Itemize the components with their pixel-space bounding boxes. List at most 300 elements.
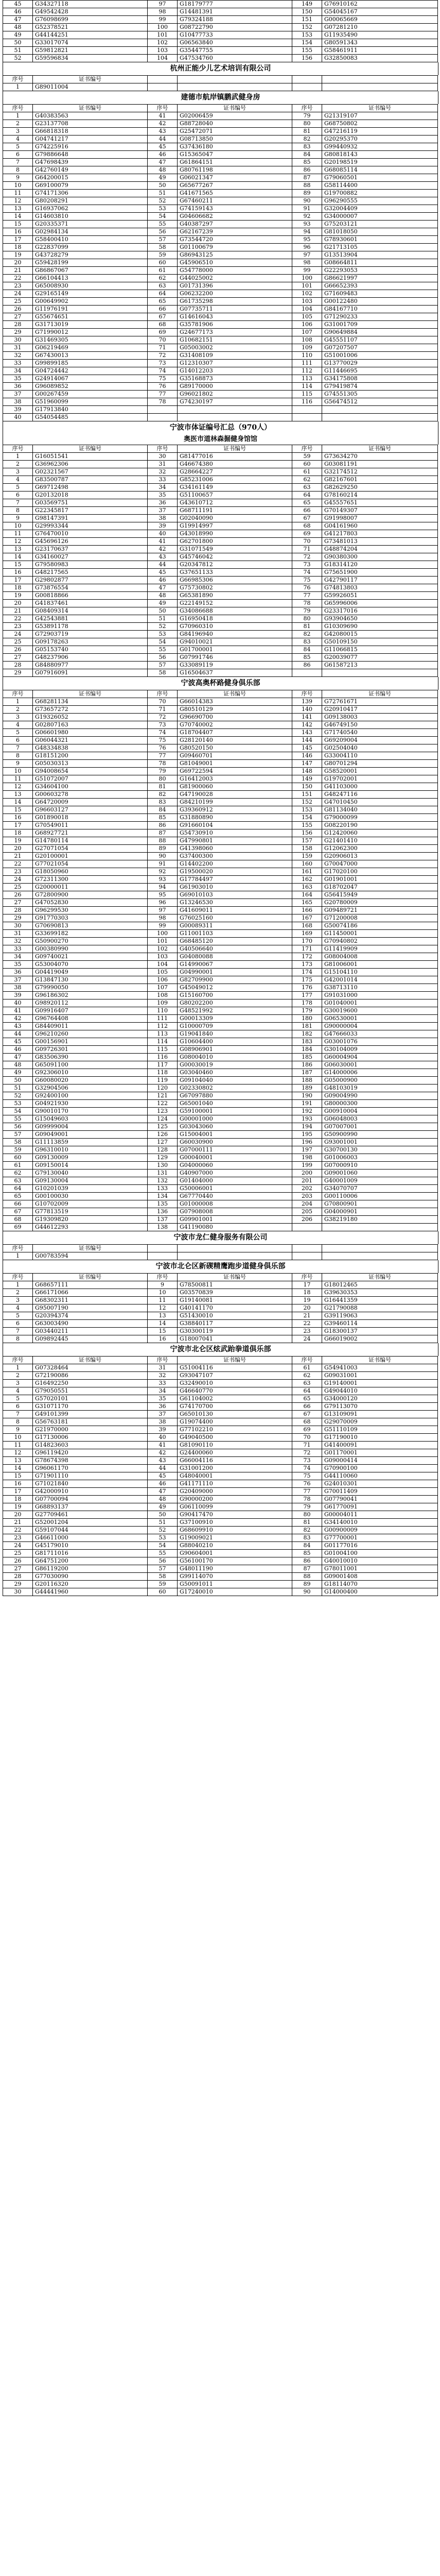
certificate-number: G14990067 [178,961,292,969]
table-row [3,16,438,24]
certificate-number: G44025002 [178,275,292,282]
certificate-number: G00783594 [33,1252,148,1260]
row-seq: 59 [292,453,322,461]
table-row [3,1208,438,1216]
certificate-number: G42543881 [33,615,148,623]
row-seq: 185 [292,1054,322,1061]
row-seq: 15 [3,806,33,814]
certificate-number: G07991746 [178,654,292,662]
certificate-number: G77102210 [178,1426,292,1434]
row-seq: 22 [3,615,33,623]
row-seq: 6 [3,1320,33,1328]
row-seq: 54 [148,638,178,646]
row-seq: 15 [3,1472,33,1480]
row-seq: 95 [292,236,322,244]
row-seq: 25 [3,884,33,891]
row-seq: 49 [148,600,178,607]
certificate-number: G79130040 [33,1170,148,1177]
certificate-number: G02504040 [322,744,438,752]
header-cert: 证书编号 [33,1274,148,1281]
row-seq: 63 [292,1380,322,1387]
table-row [3,1030,438,1038]
certificate-number: G16937062 [33,205,148,213]
section-title: 宁波高奥杯路健身俱乐部 [3,677,438,690]
row-seq: 169 [292,930,322,938]
certificate-number: G50900990 [322,1131,438,1139]
table-row [3,128,438,135]
certificate-number: G20394374 [33,1312,148,1320]
certificate-number: G74551305 [322,391,438,398]
certificate-number: G69722594 [178,768,292,775]
row-seq: 72 [292,1449,322,1457]
row-seq: 58 [3,1139,33,1146]
row-seq: 165 [292,899,322,907]
row-seq: 51 [3,47,33,55]
certificate-number: G15004001 [178,1131,292,1139]
row-seq: 40 [3,999,33,1007]
row-seq: 45 [148,569,178,577]
table-row [3,530,438,538]
row-seq: 54 [148,213,178,221]
table-row [3,182,438,190]
certificate-number: G04000901 [322,1208,438,1216]
certificate-number: G69209004 [322,737,438,744]
certificate-number: G47052830 [33,899,148,907]
table-row [3,615,438,623]
row-seq: 16 [3,569,33,577]
table-row [3,791,438,799]
table-row [3,1061,438,1069]
certificate-number: G30300119 [178,1328,292,1335]
certificate-number: G17913840 [33,406,148,414]
row-seq: 67 [3,1208,33,1216]
table-row [3,953,438,961]
table-row [3,1380,438,1387]
header-seq: 序号 [148,690,178,698]
certificate-number: G06048003 [322,1115,438,1123]
certificate-number: G89170000 [178,383,292,391]
table-row [3,1442,438,1449]
row-seq: 90 [148,853,178,860]
certificate-number [322,83,438,91]
row-seq: 52 [148,197,178,205]
certificate-number: G86943125 [178,251,292,259]
row-seq: 168 [292,922,322,930]
row-seq: 98 [148,914,178,922]
certificate-number: G68281134 [33,698,148,706]
row-seq: 82 [148,791,178,799]
certificate-number: G17130006 [33,1434,148,1442]
row-seq: 206 [292,1216,322,1224]
certificate-number: G46611000 [33,1534,148,1542]
table-row [3,344,438,352]
certificate-number: G70800901 [322,1200,438,1208]
certificate-number: G15049603 [33,1115,148,1123]
table-row [3,24,438,31]
table-row [3,914,438,922]
row-seq: 47 [3,1054,33,1061]
certificate-number [178,83,292,91]
certificate-number: G01006003 [322,1154,438,1162]
certificate-number: G09138003 [322,714,438,721]
certificate-number: G36962306 [33,461,148,468]
table-row [3,329,438,336]
certificate-number: G18704407 [178,729,292,737]
row-seq [292,406,322,414]
header-seq: 序号 [3,105,33,112]
certificate-number: G19140081 [178,1297,292,1304]
row-seq: 37 [148,507,178,515]
row-seq: 56 [148,654,178,662]
table-row [3,1162,438,1170]
certificate-number: G13246530 [178,899,292,907]
certificate-number: G06601980 [33,729,148,737]
row-seq: 14 [3,213,33,221]
table-row [3,1170,438,1177]
header-cert [322,1245,438,1252]
certificate-number: G86119200 [33,1565,148,1573]
row-seq: 22 [292,1320,322,1328]
row-seq: 50 [3,1077,33,1084]
table-row [3,1154,438,1162]
certificate-number: G35168873 [178,375,292,383]
certificate-number: G90604001 [178,1550,292,1557]
certificate-number: G90380300 [322,553,438,561]
row-seq: 72 [292,553,322,561]
row-seq: 6 [3,737,33,744]
certificate-number: G09901001 [178,1216,292,1224]
row-seq: 181 [292,1023,322,1030]
certificate-number: G14616043 [178,313,292,321]
table-row [3,1565,438,1573]
row-seq: 80 [292,120,322,128]
certificate-number: G68657111 [33,1281,148,1289]
certificate-number: G81049001 [178,760,292,768]
certificate-number: G45746042 [178,553,292,561]
row-seq: 176 [292,984,322,992]
row-seq: 13 [3,791,33,799]
row-seq: 56 [148,1557,178,1565]
certificate-number: G96089852 [33,383,148,391]
certificate-number: G08713850 [178,135,292,143]
certificate-number: G21970000 [33,1426,148,1434]
certificate-number: G09892445 [33,1335,148,1343]
row-seq: 55 [148,221,178,228]
certificate-number: G03081191 [322,461,438,468]
row-seq: 204 [292,1200,322,1208]
certificate-number: G99899185 [33,360,148,367]
certificate-number: G09004990 [322,1092,438,1100]
row-seq: 34 [3,367,33,375]
certificate-number: G70960310 [178,623,292,631]
row-seq: 40 [148,530,178,538]
certificate-number: G72190086 [33,1372,148,1380]
row-seq: 86 [292,166,322,174]
table-row [3,1550,438,1557]
certificate-number: G66019002 [322,1335,438,1343]
certificate-number: G79886648 [33,151,148,159]
certificate-number: G72311300 [33,876,148,884]
row-seq: 53 [148,631,178,638]
certificate-number: G85231006 [178,476,292,484]
row-seq: 108 [148,992,178,999]
section-title: 建德市航岸镇鹏武健身房 [3,91,438,104]
certificate-number: G41171110 [178,1480,292,1488]
certificate-number: G54045167 [322,8,438,16]
row-seq: 4 [3,135,33,143]
certificate-number: G65677267 [178,182,292,190]
row-seq: 188 [292,1077,322,1084]
row-seq: 105 [292,313,322,321]
certificate-number: G78500811 [178,1281,292,1289]
certificate-number: G55674651 [33,313,148,321]
row-seq: 111 [292,360,322,367]
certificate-number: G00004011 [322,1511,438,1519]
certificate-number: G48237906 [33,654,148,662]
table-row [3,553,438,561]
certificate-number: G68485120 [178,938,292,945]
certificate-number: G20039077 [322,654,438,662]
certificate-number: G66004116 [178,1457,292,1465]
certificate-number: G34161149 [178,484,292,492]
row-seq: 43 [148,553,178,561]
table-row [3,414,438,421]
row-seq: 54 [3,1108,33,1115]
row-seq [292,669,322,677]
certificate-number: G41671565 [178,190,292,197]
certificate-number: G19700882 [322,190,438,197]
table-row [3,1557,438,1565]
row-seq: 164 [292,891,322,899]
table-row [3,1139,438,1146]
header-seq: 序号 [3,1274,33,1281]
row-seq: 97 [292,251,322,259]
table-row [3,1289,438,1297]
certificate-number: G08722790 [178,24,292,31]
row-seq: 49 [148,174,178,182]
certificate-number: G47216119 [322,128,438,135]
row-seq: 174 [292,969,322,976]
row-seq: 68 [292,1418,322,1426]
row-seq: 37 [148,1411,178,1418]
row-seq: 90 [292,1588,322,1596]
certificate-number: G58114400 [322,182,438,190]
row-seq: 150 [292,8,322,16]
certificate-number: G04419049 [33,969,148,976]
certificate-number: G25472071 [178,128,292,135]
certificate-number: G91998007 [322,515,438,522]
table-header-row [3,445,438,453]
row-seq: 88 [148,837,178,845]
row-seq: 7 [3,1411,33,1418]
row-seq: 22 [3,275,33,282]
row-seq: 40 [148,1434,178,1442]
certificate-number: G05000900 [322,1077,438,1084]
table-row [3,1581,438,1588]
row-seq: 76 [292,1480,322,1488]
table-row [3,1297,438,1304]
table-row [3,352,438,360]
table-row [3,267,438,275]
row-seq: 30 [3,336,33,344]
certificate-number: G34000007 [322,213,438,221]
certificate-number: G81006001 [322,961,438,969]
table-row [3,646,438,654]
certificate-number: G31071549 [178,546,292,553]
certificate-number: G84167710 [322,306,438,313]
table-row [3,822,438,829]
row-seq: 21 [292,1312,322,1320]
certificate-number: G47534760 [178,55,292,62]
certificate-number: G18007041 [178,1335,292,1343]
row-seq: 29 [3,1581,33,1588]
row-seq: 23 [3,1534,33,1542]
table-row [3,244,438,251]
row-seq: 102 [148,945,178,953]
row-seq: 3 [3,714,33,721]
certificate-number: G34175808 [322,375,438,383]
row-seq: 83 [292,1534,322,1542]
row-seq: 54 [148,1542,178,1550]
certificate-number: G61903010 [178,884,292,891]
certificate-number: G06044321 [33,737,148,744]
certificate-number: G27709461 [33,1511,148,1519]
row-seq: 104 [148,961,178,969]
certificate-number: G47990801 [178,837,292,845]
certificate-number: G18012465 [322,1281,438,1289]
table-row [3,1100,438,1108]
certificate-number: G47666033 [322,1030,438,1038]
row-seq: 59 [3,1146,33,1154]
certificate-number: G20116320 [33,1581,148,1588]
certificate-number: G72903719 [33,631,148,638]
row-seq: 138 [148,1224,178,1231]
row-seq: 37 [3,976,33,984]
row-seq: 122 [148,1100,178,1108]
table-row [3,1193,438,1200]
certificate-number: G01170001 [322,1449,438,1457]
row-seq: 15 [3,221,33,228]
row-seq: 62 [148,275,178,282]
row-seq: 87 [148,829,178,837]
row-seq: 200 [292,1170,322,1177]
certificate-number: G03569751 [33,499,148,507]
certificate-number: G51072007 [33,775,148,783]
row-seq: 192 [292,1108,322,1115]
certificate-number: G99114070 [178,1573,292,1581]
certificate-number: G53891178 [33,623,148,631]
table-row [3,522,438,530]
row-seq: 82 [292,1527,322,1534]
roster-section [3,1231,437,1260]
table-row [3,1108,438,1115]
row-seq: 134 [148,1193,178,1200]
row-seq: 101 [292,282,322,290]
table-row [3,1480,438,1488]
certificate-number: G71200008 [322,914,438,922]
row-seq: 16 [148,1335,178,1343]
row-seq: 183 [292,1038,322,1046]
row-seq: 27 [3,1565,33,1573]
certificate-number: G31001709 [322,321,438,329]
certificate-number: G07281210 [322,24,438,31]
row-seq: 23 [3,623,33,631]
certificate-number: G68927721 [33,829,148,837]
row-seq: 99 [148,16,178,24]
row-seq: 179 [292,1007,322,1015]
certificate-number: G22149152 [178,600,292,607]
certificate-number: G75651900 [322,569,438,577]
row-seq: 149 [292,1,322,8]
certificate-number [178,1252,292,1260]
certificate-number: G01000008 [178,1200,292,1208]
row-seq: 79 [292,607,322,615]
certificate-number: G24677173 [178,329,292,336]
row-seq: 205 [292,1208,322,1216]
row-seq: 21 [3,853,33,860]
table-row [3,228,438,236]
row-seq [292,1224,322,1231]
row-seq: 110 [148,1007,178,1015]
row-seq: 18 [3,829,33,837]
certificate-number: G89011004 [33,83,148,91]
row-seq: 7 [3,159,33,166]
header-cert [178,1245,292,1252]
table-row [3,83,438,91]
certificate-number: G00900009 [322,1527,438,1534]
certificate-number: G00065669 [322,16,438,24]
certificate-number: G47698439 [33,159,148,166]
certificate-number: G52378521 [33,24,148,31]
table-row [3,837,438,845]
certificate-number: G19702001 [322,775,438,783]
row-seq: 194 [292,1123,322,1131]
row-seq: 29 [3,329,33,336]
table-row [3,383,438,391]
certificate-number: G04921930 [33,1100,148,1108]
certificate-number: G43610712 [178,499,292,507]
row-seq: 70 [292,1434,322,1442]
certificate-number: G49101399 [33,1411,148,1418]
row-seq: 74 [148,729,178,737]
row-seq: 19 [3,592,33,600]
row-seq: 32 [148,1372,178,1380]
table-row [3,112,438,120]
certificate-number: G73544720 [178,236,292,244]
row-seq: 173 [292,961,322,969]
certificate-number: G07916091 [33,669,148,677]
table-row [3,306,438,313]
row-seq: 108 [292,336,322,344]
row-seq: 202 [292,1185,322,1193]
certificate-number: G37400300 [178,853,292,860]
certificate-number: G40383563 [33,112,148,120]
certificate-number: G79060501 [322,174,438,182]
certificate-table [3,1244,438,1260]
certificate-number: G90010170 [33,1108,148,1115]
row-seq: 153 [292,31,322,39]
certificate-number: G05153740 [33,646,148,654]
row-seq: 86 [292,1557,322,1565]
row-seq: 18 [292,1289,322,1297]
certificate-number: G28664227 [178,468,292,476]
row-seq: 21 [3,267,33,275]
certificate-number: G08664811 [322,259,438,267]
certificate-number: G49040500 [178,1434,292,1442]
row-seq: 123 [148,1108,178,1115]
certificate-number: G01731396 [178,282,292,290]
certificate-table [3,75,438,91]
